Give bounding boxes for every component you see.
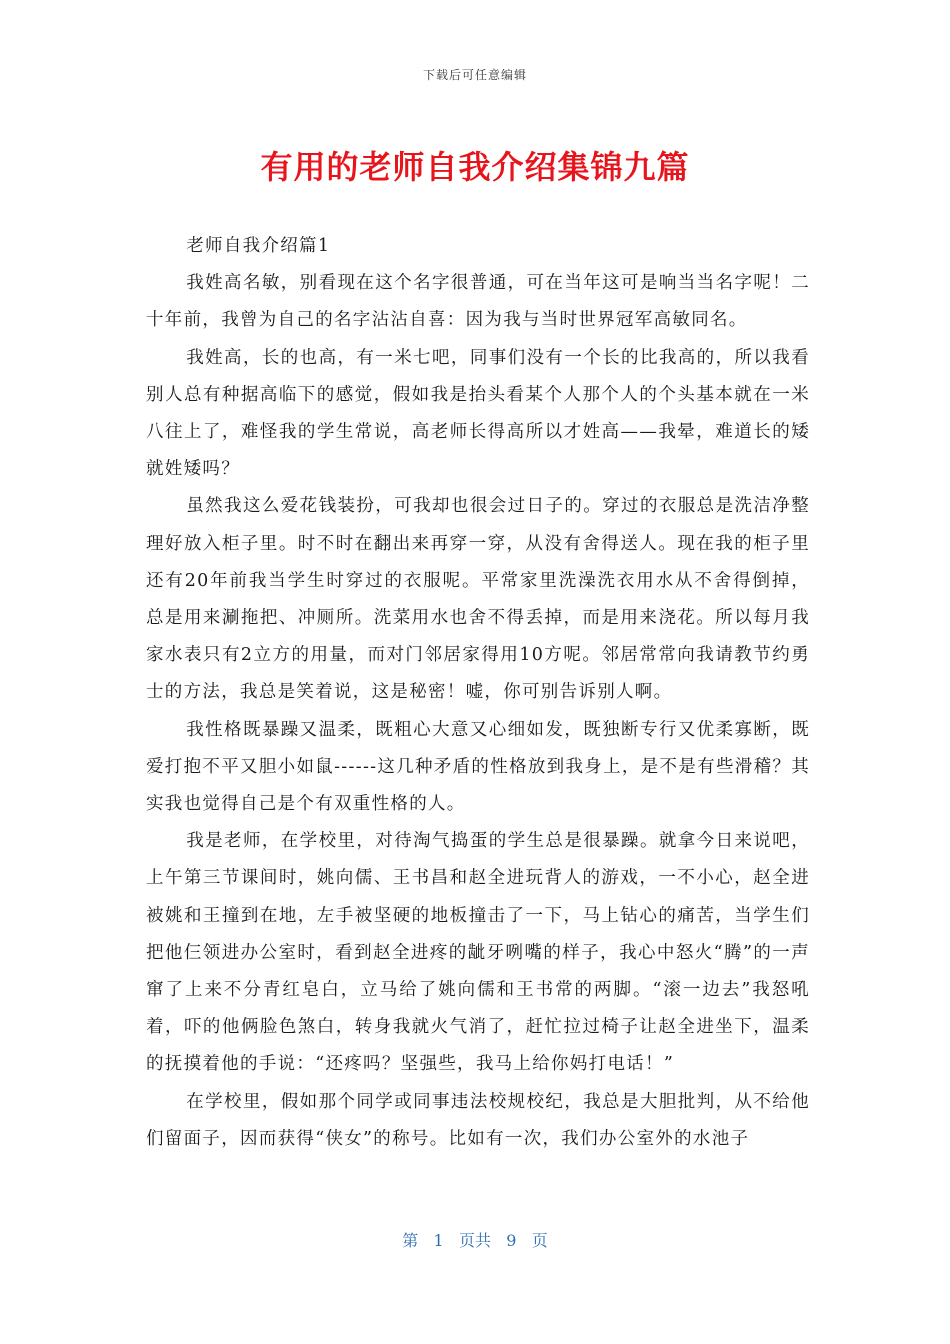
page-number: 1 [433,1231,444,1250]
paragraph: 我姓高名敏，别看现在这个名字很普通，可在当年这可是响当当名字呢！二十年前，我曾为自己的名字沾沾自喜：因为我与当时世界冠军高敏同名。 [146,273,810,331]
end-label: 页 [531,1231,548,1250]
paragraph: 虽然我这么爱花钱装扮，可我却也很会过日子的。穿过的衣服总是洗洁净整理好放入柜子里。时不时在翻出来再穿一穿，从没有舍得送人。现在我的柜子里还有20年前我当学生时穿过的衣服呢。平常家里洗澡洗衣用水从不舍得倒掉，总是用来涮拖把、冲厕所。洗菜用水也舍不得丢掉，而是用来浇花。所以每月我家水表只有2立方的用量，而对门邻居家得用10方呢。邻居常常向我请教节约勇士的方法，我总是笑着说，这是秘密！嘘，你可别告诉别人啊。 [146,496,810,703]
document-title: 有用的老师自我介绍集锦九篇 [260,148,690,186]
paragraph: 我是老师，在学校里，对待淘气捣蛋的学生总是很暴躁。就拿今日来说吧，上午第三节课间时，姚向儒、王书昌和赵全进玩背人的游戏，一不小心，赵全进被姚和王撞到在地，左手被坚硬的地板撞击了一下，马上钻心的痛苦，当学生们把他仨领进办公室时，看到赵全进疼的龇牙咧嘴的样子，我心中怒火“腾”的一声窜了上来不分青红皂白，立马给了姚向儒和王书常的两脚。“滚一边去”我怒吼着，吓的他俩脸色煞白，转身我就火气消了，赶忙拉过椅子让赵全进坐下，温柔的抚摸着他的手说：“还疼吗？坚强些，我马上给你妈打电话！” [146,831,810,1075]
header-note: 下载后可任意编辑 [422,68,527,82]
section-heading: 老师自我介绍篇1 [186,236,331,256]
paragraph: 我姓高，长的也高，有一米七吧，同事们没有一个长的比我高的，所以我看别人总有种据高临下的感觉，假如我是抬头看某个人那个人的个头基本就在一米八往上了，难怪我的学生常说，高老师长得高所以才姓高——我晕，难道长的矮就姓矮吗？ [146,347,810,480]
paragraph: 我性格既暴躁又温柔，既粗心大意又心细如发，既独断专行又优柔寡断，既爱打抱不平又胆小如鼠------这几种矛盾的性格放到我身上，是不是有些滑稽？其实我也觉得自己是个有双重性格的人。 [146,719,810,815]
page-footer [0,1228,950,1251]
total-pages: 9 [506,1231,517,1250]
paragraph: 在学校里，假如那个同学或同事违法校规校纪，我总是大胆批判，从不给他们留面子，因而获得“侠女”的称号。比如有一次，我们办公室外的水池子 [146,1091,810,1149]
total-label: 页共 [458,1231,491,1250]
page-label: 第 [402,1231,419,1250]
document-body [146,228,810,1158]
